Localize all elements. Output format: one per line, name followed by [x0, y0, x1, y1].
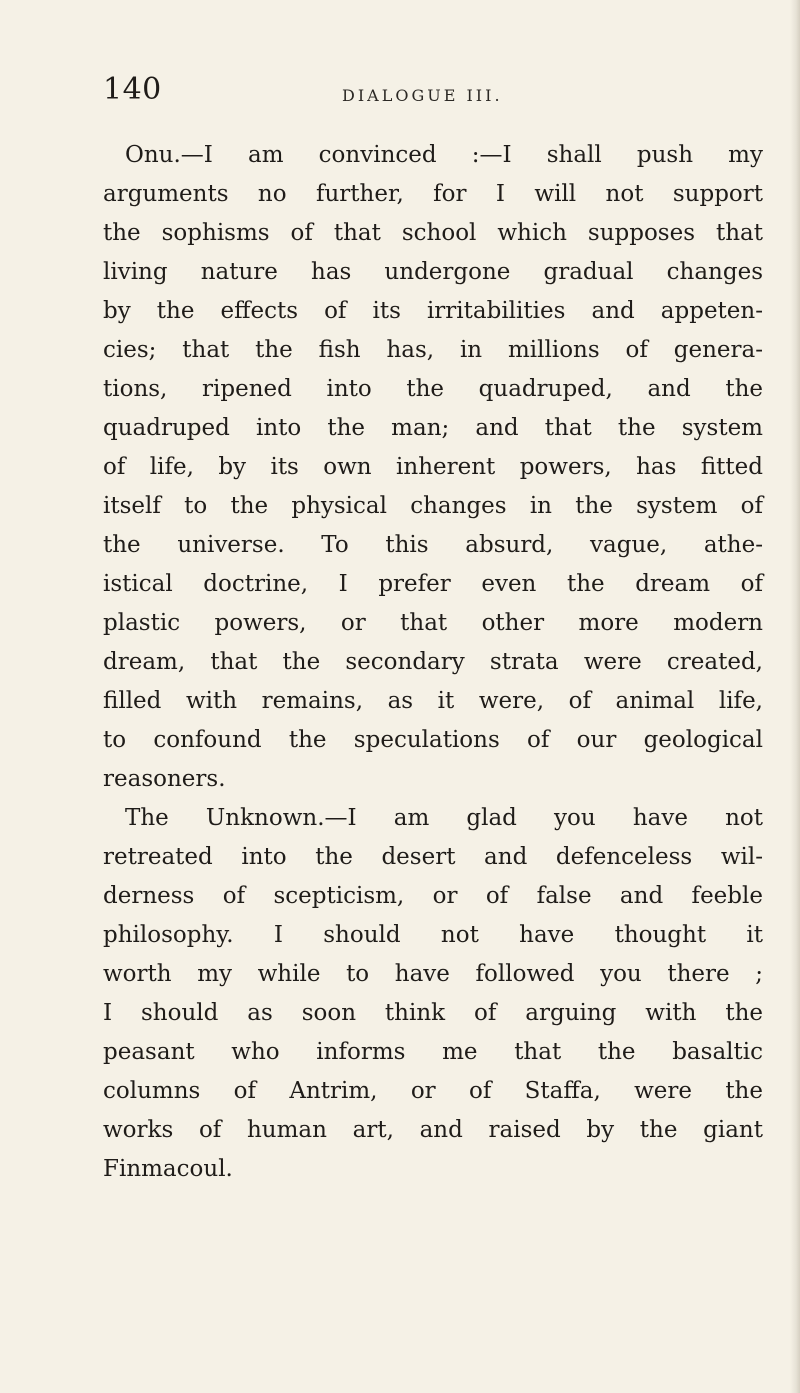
text-line: Finmacoul. — [103, 1156, 233, 1182]
text-line: philosophy. I should not have thought it — [103, 922, 763, 948]
text-line: living nature has undergone gradual changes — [103, 259, 763, 285]
text-line: worth my while to have followed you there ; — [103, 961, 763, 987]
running-head: DIALOGUE III. — [342, 86, 503, 105]
text-line: The Unknown.—I am glad you have not — [125, 805, 763, 831]
text-line: the sophisms of that school which supposes that — [103, 220, 763, 246]
text-line: works of human art, and raised by the giant — [103, 1117, 763, 1143]
text-line: I should as soon think of arguing with the — [103, 1000, 763, 1026]
text-line: by the effects of its irritabilities and appeten- — [103, 298, 763, 324]
text-line: filled with remains, as it were, of animal life, — [103, 688, 763, 714]
text-line: dream, that the secondary strata were created, — [103, 649, 763, 675]
text-line: the universe. To this absurd, vague, athe- — [103, 532, 763, 558]
text-line: peasant who informs me that the basaltic — [103, 1039, 763, 1065]
text-line: Onu.—I am convinced :—I shall push my — [125, 142, 763, 168]
text-line: istical doctrine, I prefer even the dream of — [103, 571, 763, 597]
page-header — [0, 72, 800, 112]
page-edge — [790, 0, 800, 1393]
text-line: itself to the physical changes in the system of — [103, 493, 763, 519]
text-line: reasoners. — [103, 766, 226, 792]
body-text — [103, 136, 763, 1189]
text-line: to confound the speculations of our geological — [103, 727, 763, 753]
text-line: arguments no further, for I will not support — [103, 181, 763, 207]
text-line: quadruped into the man; and that the system — [103, 415, 763, 441]
text-line: of life, by its own inherent powers, has fitted — [103, 454, 763, 480]
page-number: 140 — [103, 72, 162, 107]
text-line: derness of scepticism, or of false and feeble — [103, 883, 763, 909]
text-line: cies; that the fish has, in millions of genera- — [103, 337, 763, 363]
text-line: retreated into the desert and defenceless wil- — [103, 844, 763, 870]
text-line: tions, ripened into the quadruped, and the — [103, 376, 763, 402]
text-line: columns of Antrim, or of Staffa, were the — [103, 1078, 763, 1104]
text-line: plastic powers, or that other more modern — [103, 610, 763, 636]
